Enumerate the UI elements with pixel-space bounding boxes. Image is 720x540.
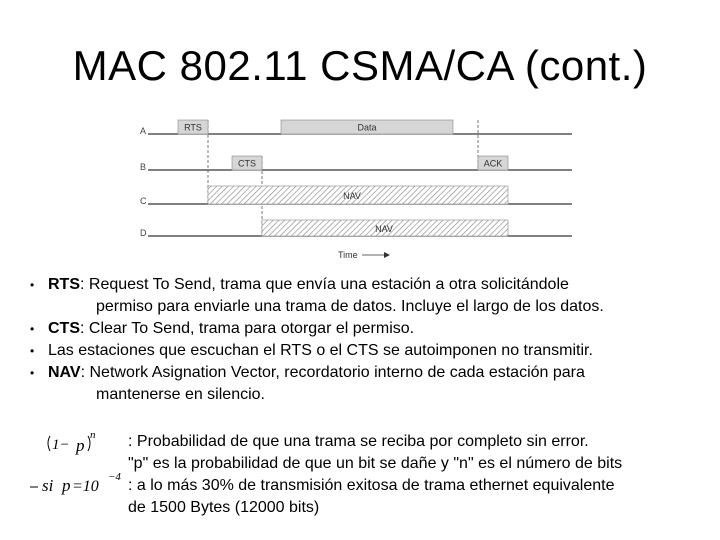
station-d-label: D bbox=[140, 228, 147, 238]
station-a-label: A bbox=[140, 126, 147, 136]
formula2-prefix: si bbox=[42, 476, 54, 495]
time-arrow-head bbox=[384, 252, 390, 258]
bullet-text: Las estaciones que escuchan el RTS o el CTS se autoimponen no transmitir. bbox=[48, 342, 593, 359]
bullet-stations bbox=[26, 340, 706, 362]
data-frame-label: Data bbox=[357, 122, 377, 133]
ack-frame-label: ACK bbox=[483, 158, 503, 169]
bullet-cts bbox=[26, 318, 706, 340]
bullet-term: NAV bbox=[48, 364, 81, 381]
cts-frame-label: CTS bbox=[238, 158, 256, 169]
formula1-base: p bbox=[76, 436, 85, 455]
formula1-left-paren bbox=[48, 436, 50, 451]
formula2-var: p bbox=[62, 476, 71, 495]
bullet-text: : Request To Send, trama que envía una estación a otra solicitándole bbox=[80, 276, 569, 293]
probability-description bbox=[128, 431, 708, 519]
bullet-dot: • bbox=[30, 366, 35, 380]
bullet-continuation: mantenerse en silencio. bbox=[96, 386, 265, 403]
bullet-nav bbox=[26, 362, 706, 406]
bullet-text: : Network Asignation Vector, recordatorio interno de cada estación para bbox=[80, 364, 585, 381]
bullet-list bbox=[26, 274, 706, 406]
bullet-continuation: permiso para enviarle una trama de datos. Incluye el largo de los datos. bbox=[96, 298, 604, 315]
bullet-term: CTS bbox=[48, 320, 80, 337]
slide-title: MAC 802.11 CSMA/CA (cont.) bbox=[72, 42, 648, 89]
description-line: "p" es la probabilidad de que un bit se dañe y "n" es el número de bits bbox=[128, 455, 623, 472]
rts-frame-label: RTS bbox=[184, 122, 202, 133]
bullet-rts bbox=[26, 274, 706, 318]
bullet-term: RTS bbox=[48, 276, 80, 293]
bullet-dot: • bbox=[30, 344, 35, 358]
bullet-text: : Clear To Send, trama para otorgar el permiso. bbox=[80, 320, 415, 337]
formula-block bbox=[28, 430, 128, 500]
timing-diagram bbox=[132, 112, 582, 262]
time-axis-label: Time bbox=[338, 250, 358, 260]
description-line: de 1500 Bytes (12000 bits) bbox=[128, 499, 320, 516]
formula1-exponent: n bbox=[90, 430, 96, 441]
station-b-label: B bbox=[140, 162, 147, 172]
description-line: : Probabilidad de que una trama se reciba por completo sin error. bbox=[128, 433, 589, 450]
nav-d-label: NAV bbox=[375, 224, 393, 234]
station-c-label: C bbox=[140, 196, 147, 206]
description-line: : a lo más 30% de transmisión exitosa de trama ethernet equivalente bbox=[128, 477, 615, 494]
formula2-value: =10 bbox=[72, 478, 99, 495]
formula1-lhs: 1− bbox=[52, 437, 70, 453]
nav-c-label: NAV bbox=[343, 191, 361, 201]
bullet-dot: • bbox=[30, 322, 35, 336]
bullet-dot: • bbox=[30, 278, 35, 292]
formula2-exponent: −4 bbox=[108, 471, 121, 483]
